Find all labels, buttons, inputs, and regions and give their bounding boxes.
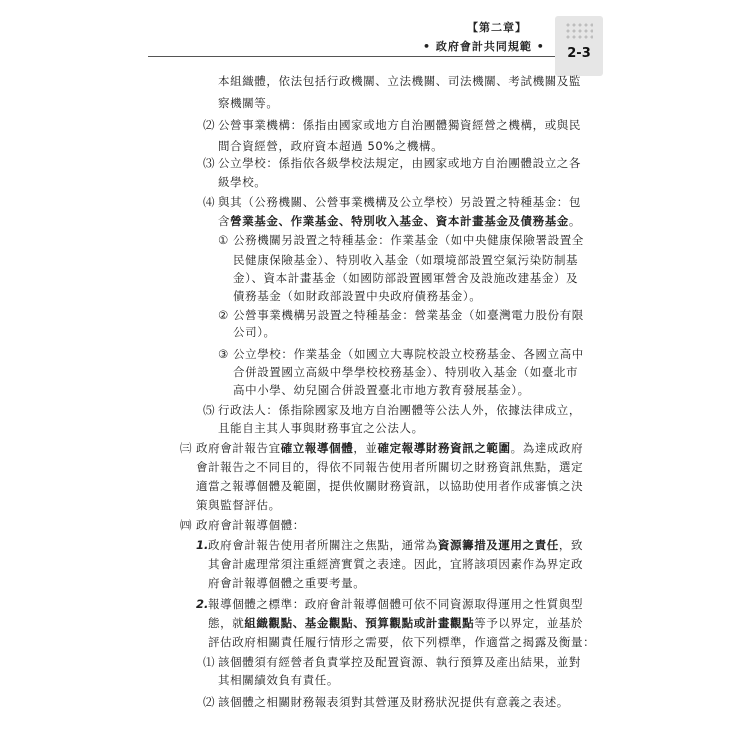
section-marker: ㈢ — [180, 441, 192, 455]
text-line: 級學校。 — [218, 175, 267, 189]
text-line: 與其（公務機關、公營事業機構及公立學校）另設置之特種基金：包 — [218, 195, 581, 209]
text-line — [208, 615, 583, 631]
text-line — [196, 440, 583, 456]
bold-text: 資源籌措及運用之責任 — [437, 538, 559, 552]
header-divider — [148, 56, 555, 57]
text-line: 公營事業機構：係指由國家或地方自治團體獨資經營之機構，或與民 — [218, 118, 581, 132]
text-line: 公司）。 — [233, 325, 276, 339]
text-span: 政府會計報告使用者所關注之焦點，通常為 — [208, 538, 438, 552]
item-marker: ② — [218, 308, 229, 322]
text-line: 會計報告之不同目的，得依不同報告使用者所關切之財務資訊焦點，選定 — [196, 460, 584, 474]
item-marker: ③ — [218, 347, 229, 361]
section-marker: ㈣ — [180, 518, 192, 532]
text-line: 評估政府相關責任履行情形之需要，依下列標準，作適當之揭露及衡量： — [208, 635, 596, 649]
text-line: 公立學校：係指依各級學校法規定，由國家或地方自治團體設立之各 — [218, 156, 581, 170]
text-line: 該個體之相關財務報表須對其營運及財務狀況提供有意義之表述。 — [218, 695, 569, 709]
text-line: 間合資經營，政府資本超過 50%之機構。 — [218, 139, 444, 153]
bold-text: 組織觀點、基金觀點、預算觀點或計畫觀點 — [244, 616, 475, 630]
item-marker: ⑶ — [203, 156, 215, 170]
item-marker: ⑷ — [203, 195, 215, 209]
text-line: 高中小學、幼兒園合併設置臺北市地方教育發展基金）。 — [233, 383, 530, 397]
text-line — [208, 537, 583, 553]
text-span: 政府會計報告宜 — [196, 441, 281, 455]
item-marker: ⑸ — [203, 403, 215, 417]
page-tab — [555, 16, 603, 76]
item-marker: ⑵ — [203, 695, 215, 709]
bold-text: 營業基金、作業基金、特別收入基金、資本計畫基金及債務基金 — [230, 214, 569, 228]
dot-pattern — [565, 22, 593, 40]
text-line: 公營事業機構另設置之特種基金：營業基金（如臺灣電力股份有限 — [233, 308, 584, 322]
text-line: 債務基金（如財政部設置中央政府債務基金）。 — [233, 289, 482, 303]
text-span: 。 — [568, 214, 582, 228]
bold-text: 確立報導個體 — [280, 441, 354, 455]
text-line: 民健康保險基金）、特別收入基金（如環境部設置空氣污染防制基 — [233, 253, 579, 267]
text-span: 含 — [218, 214, 231, 228]
text-span: 等予以界定，並基於 — [474, 616, 584, 630]
chapter-subtitle: • 政府會計共同規範 • — [423, 40, 545, 53]
text-line: 行政法人：係指除國家及地方自治團體等公法人外，依據法律成立， — [218, 403, 581, 417]
text-line: 公務機關另設置之特種基金：作業基金（如中央健康保險署設置全 — [233, 233, 584, 247]
item-marker: ① — [218, 233, 229, 247]
text-span: 。為達成政府 — [510, 441, 584, 455]
text-line: 其相關績效負有責任。 — [218, 673, 339, 687]
text-span: 態，就 — [208, 616, 245, 630]
text-line — [218, 213, 581, 229]
text-line: 報導個體之標準：政府會計報導個體可依不同資源取得運用之性質與型 — [208, 597, 584, 611]
text-line: 政府會計報導個體： — [196, 518, 305, 532]
item-marker: ⑴ — [203, 655, 215, 669]
text-line: 府會計報導個體之重要考量。 — [208, 576, 366, 590]
text-line: 策與監督評估。 — [196, 498, 281, 512]
text-span: ，致 — [558, 538, 584, 552]
item-number: 1. — [196, 538, 209, 552]
page-number: 2-3 — [567, 46, 591, 61]
text-line: 察機關等。 — [218, 96, 279, 110]
item-number: 2. — [196, 597, 209, 611]
chapter-title: 【第二章】 — [467, 21, 527, 34]
text-line: 且能自主其人事與財務事宜之公法人。 — [218, 421, 424, 435]
text-line: 合併設置國立高級中學學校校務基金）、特別收入基金（如臺北市 — [233, 365, 579, 379]
text-line: 公立學校：作業基金（如國立大專院校設立校務基金、各國立高中 — [233, 347, 584, 361]
text-span: ，並 — [353, 441, 378, 455]
text-line: 本組織體，依法包括行政機關、立法機關、司法機關、考試機關及監 — [218, 74, 581, 88]
item-marker: ⑵ — [203, 118, 215, 132]
text-line: 適當之報導個體及範圍，提供攸關財務資訊，以協助使用者作成審慎之決 — [196, 479, 584, 493]
bold-text: 確定報導財務資訊之範圍 — [377, 441, 511, 455]
text-line: 金）、資本計畫基金（如國防部設置國軍營舍及設施改建基金）及 — [233, 271, 579, 285]
text-line: 其會計處理常須注重經濟實質之表達。因此，宜將該項因素作為界定政 — [208, 557, 584, 571]
text-line: 該個體須有經營者負責掌控及配置資源、執行預算及產出結果，並對 — [218, 655, 581, 669]
